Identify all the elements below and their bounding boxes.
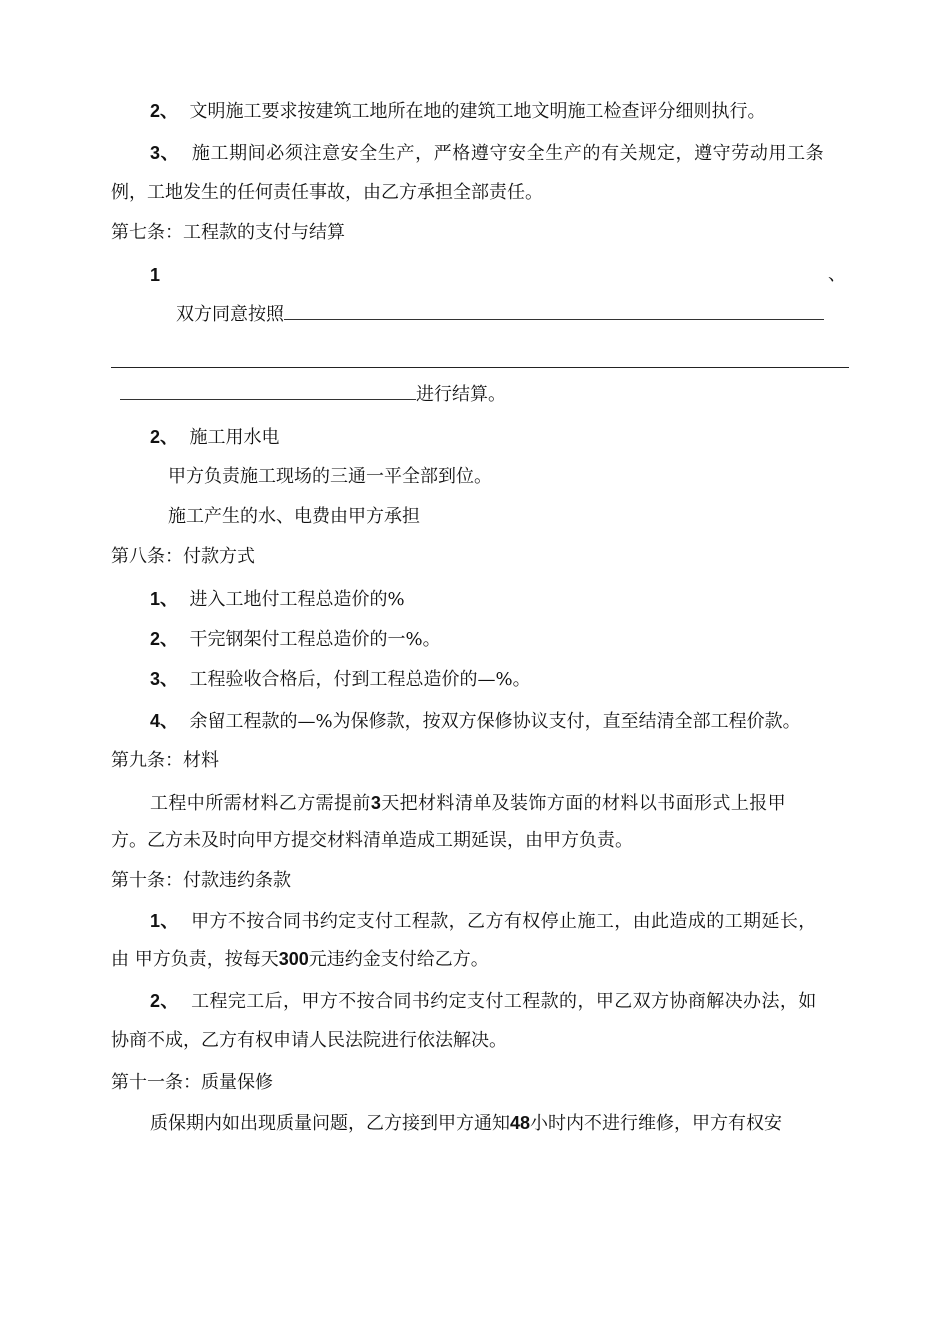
paragraph-text: 甲方负责施工现场的三通一平全部到位。 [168,466,492,487]
clause-6-item-2 [150,99,765,124]
paragraph-text: 小时内不进行维修，甲方有权安 [530,1113,783,1134]
hours-value: 48 [510,1113,531,1133]
clause-7-item-1 [176,303,824,327]
penalty-amount: 300 [278,949,309,969]
item-number: 2、 [150,101,179,121]
clause-8-item-2 [150,627,441,652]
heading-text: 第七条：工程款的支付与结算 [111,222,345,243]
heading-text: 第八条：付款方式 [111,546,255,567]
item-number: 1、 [150,911,179,931]
heading-text: 第十条：付款违约条款 [111,870,291,891]
clause-7-item-2-para-1 [168,465,492,489]
item-text: 干完钢架付工程总造价的一%。 [189,629,441,650]
paragraph-text: 质保期内如出现质量问题，乙方接到甲方通知 [150,1113,510,1134]
paragraph-text: 施工产生的水、电费由甲方承担 [168,506,420,527]
clause-11-paragraph [150,1111,782,1136]
clause-7-item-2 [150,425,279,450]
fill-in-blank [284,319,824,320]
item-mark: 、 [828,264,846,285]
clause-9-paragraph-continued [111,829,633,853]
clause-7-heading [111,221,345,245]
paragraph-text: 由 甲方负责，按每天 [111,949,279,970]
heading-text: 第九条：材料 [111,750,219,771]
item-number: 1 [150,265,161,285]
clause-8-item-4 [150,709,801,734]
item-number: 4、 [150,711,179,731]
clause-11-heading [111,1071,273,1095]
clause-9-paragraph [150,791,786,816]
clause-10-heading [111,869,291,893]
item-number: 1、 [150,589,179,609]
item-number: 2、 [150,991,179,1011]
item-text: 甲方不按合同书约定支付工程款，乙方有权停止施工，由此造成的工期延长， [191,911,817,932]
days-value: 3 [370,793,382,813]
clause-8-item-3 [150,667,531,692]
item-number: 2、 [150,427,179,447]
fill-in-rule [111,367,849,368]
paragraph-text: 天把材料清单及装饰方面的材料以书面形式上报甲 [381,793,787,814]
item-number: 3、 [150,669,179,689]
heading-text: 第十一条：质量保修 [111,1072,273,1093]
item-text: 进入工地付工程总造价的% [189,589,405,610]
item-text: 工程完工后，甲方不按合同书约定支付工程款的，甲乙双方协商解决办法，如 [191,991,817,1012]
clause-7-item-1-tail [120,383,506,407]
clause-10-item-2 [150,989,817,1014]
item-number: 3、 [150,143,180,163]
clause-7-item-1-mark [828,263,846,287]
paragraph-text: 协商不成，乙方有权申请人民法院进行依法解决。 [111,1030,507,1051]
clause-6-item-3 [150,141,824,166]
clause-7-item-2-para-2 [168,505,420,529]
item-text: 双方同意按照 [176,304,284,325]
paragraph-text: 例，工地发生的任何责任事故，由乙方承担全部责任。 [111,182,543,203]
item-text: 工程验收合格后，付到工程总造价的—%。 [189,669,531,690]
paragraph-text: 工程中所需材料乙方需提前 [150,793,371,814]
clause-9-heading [111,749,219,773]
item-text: 施工用水电 [189,427,280,448]
clause-7-item-1-number [150,263,160,288]
clause-10-item-1 [150,909,817,934]
clause-10-item-2-continued [111,1029,507,1053]
fill-in-blank [120,399,416,400]
item-text: 进行结算。 [416,384,506,405]
paragraph-text: 元违约金支付给乙方。 [308,949,489,970]
clause-6-item-3-continued [111,181,543,205]
item-text: 文明施工要求按建筑工地所在地的建筑工地文明施工检查评分细则执行。 [189,101,766,122]
paragraph-text: 方。乙方未及时向甲方提交材料清单造成工期延误，由甲方负责。 [111,830,633,851]
clause-8-item-1 [150,587,405,612]
item-text: 施工期间必须注意安全生产，严格遵守安全生产的有关规定，遵守劳动用工条 [191,143,825,164]
item-text: 余留工程款的—%为保修款，按双方保修协议支付，直至结清全部工程价款。 [189,711,801,732]
item-number: 2、 [150,629,179,649]
clause-8-heading [111,545,255,569]
clause-10-item-1-continued [111,947,489,972]
